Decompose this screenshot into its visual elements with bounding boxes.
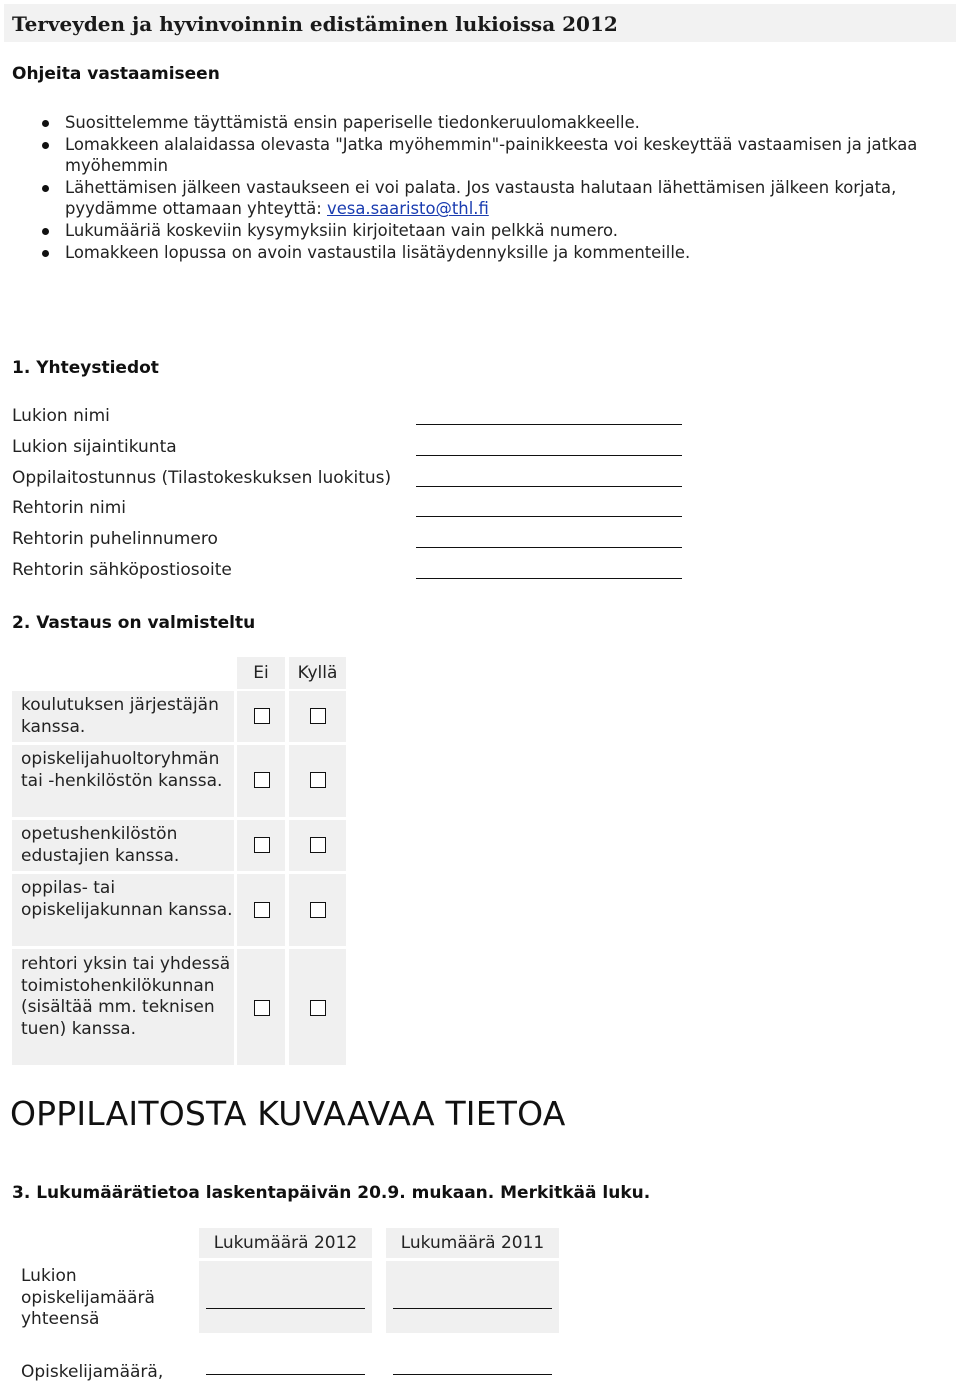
column-header-2012: Lukumäärä 2012: [199, 1228, 372, 1258]
field-label: Rehtorin sähköpostiosoite: [12, 560, 232, 580]
field-label: Rehtorin nimi: [12, 498, 127, 518]
text-input-line[interactable]: [416, 455, 682, 456]
field-label: Rehtorin puhelinnumero: [12, 529, 218, 549]
checkbox-no[interactable]: [254, 1000, 270, 1016]
checkbox-yes[interactable]: [310, 837, 326, 853]
list-item: Suosittelemme täyttämistä ensin paperiselle tiedonkeruulomakkeelle.: [0, 112, 950, 134]
contact-field-row: [12, 498, 692, 522]
field-label: Lukion nimi: [12, 406, 110, 426]
contact-field-row: [12, 437, 692, 461]
column-header-2011: Lukumäärä 2011: [386, 1228, 559, 1258]
column-header-no: Ei: [253, 663, 269, 683]
list-item: Lähettämisen jälkeen vastaukseen ei voi palata. Jos vastausta halutaan lähettämisen jälkeen korjata, pyydämme ottamaan yhteyttä: vesa.saaristo@thl.fi: [0, 177, 950, 220]
page-header: [4, 4, 956, 42]
row-label: Opiskelijamäärä,: [21, 1362, 164, 1382]
list-item: Lomakkeen alalaidassa olevasta "Jatka myöhemmin"-painikkeesta voi keskeyttää vastaamisen ja jatkaa myöhemmin: [0, 134, 950, 177]
number-input-2012[interactable]: [206, 1374, 365, 1375]
section-heading: OPPILAITOSTA KUVAAVAA TIETOA: [10, 1094, 566, 1133]
contact-field-row: [12, 468, 692, 492]
row-label: Lukion opiskelijamäärä yhteensä: [21, 1266, 155, 1329]
contact-field-row: [12, 529, 692, 553]
bullet-icon: [42, 185, 49, 192]
column-header-yes: Kyllä: [297, 663, 338, 683]
contact-field-row: [12, 560, 692, 584]
instructions-heading: Ohjeita vastaamiseen: [12, 64, 220, 84]
checkbox-no[interactable]: [254, 902, 270, 918]
field-label: Lukion sijaintikunta: [12, 437, 177, 457]
section2-title: 2. Vastaus on valmisteltu: [12, 613, 256, 633]
list-item: Lomakkeen lopussa on avoin vastaustila lisätäydennyksille ja kommenteille.: [0, 242, 950, 264]
row-label: koulutuksen järjestäjän kanssa.: [21, 695, 219, 737]
contact-email-link[interactable]: vesa.saaristo@thl.fi: [327, 199, 489, 219]
text-input-line[interactable]: [416, 486, 682, 487]
bullet-icon: [42, 120, 49, 127]
checkbox-yes[interactable]: [310, 1000, 326, 1016]
number-input-2012[interactable]: [206, 1308, 365, 1309]
checkbox-yes[interactable]: [310, 708, 326, 724]
table-cell: [199, 1261, 372, 1333]
row-label: opiskelijahuoltoryhmän tai -henkilöstön kanssa.: [21, 749, 223, 791]
row-label: opetushenkilöstön edustajien kanssa.: [21, 824, 180, 866]
checkbox-no[interactable]: [254, 772, 270, 788]
row-label: oppilas- tai opiskelijakunnan kanssa.: [21, 878, 233, 920]
row-label: rehtori yksin tai yhdessä toimistohenkilökunnan (sisältää mm. teknisen tuen) kanssa.: [21, 954, 231, 1039]
checkbox-yes[interactable]: [310, 772, 326, 788]
checkbox-yes[interactable]: [310, 902, 326, 918]
page-title: Terveyden ja hyvinvoinnin edistäminen lukioissa 2012: [12, 12, 618, 36]
text-input-line[interactable]: [416, 424, 682, 425]
text-input-line[interactable]: [416, 516, 682, 517]
instructions-list: [0, 112, 950, 263]
field-label: Oppilaitostunnus (Tilastokeskuksen luokitus): [12, 468, 392, 488]
bullet-icon: [42, 228, 49, 235]
contact-field-row: [12, 406, 692, 430]
table-cell: [386, 1261, 559, 1333]
bullet-icon: [42, 142, 49, 149]
number-input-2011[interactable]: [393, 1308, 552, 1309]
section3-title: 3. Lukumäärätietoa laskentapäivän 20.9. mukaan. Merkitkää luku.: [12, 1183, 651, 1203]
bullet-icon: [42, 250, 49, 257]
text-input-line[interactable]: [416, 547, 682, 548]
checkbox-no[interactable]: [254, 837, 270, 853]
section1-title: 1. Yhteystiedot: [12, 358, 159, 378]
checkbox-no[interactable]: [254, 708, 270, 724]
number-input-2011[interactable]: [393, 1374, 552, 1375]
list-item: Lukumääriä koskeviin kysymyksiin kirjoitetaan vain pelkkä numero.: [0, 220, 950, 242]
text-input-line[interactable]: [416, 578, 682, 579]
